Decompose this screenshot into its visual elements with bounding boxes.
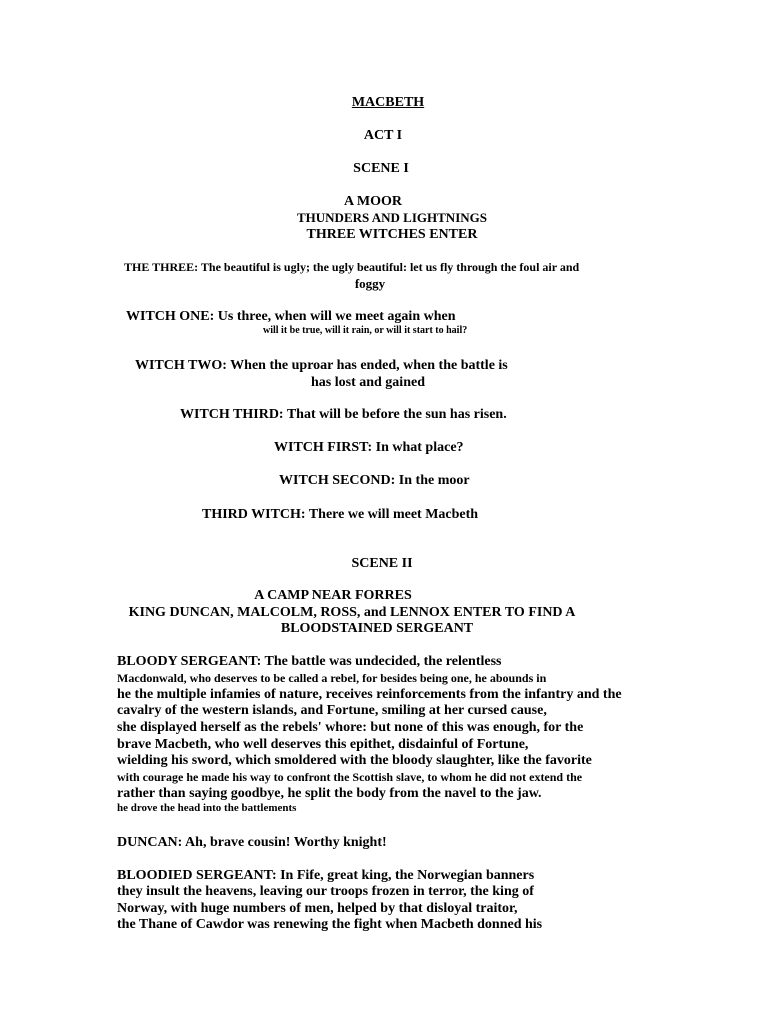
dialogue-line: wielding his sword, which smoldered with the bloody slaughter, like the favorite bbox=[117, 753, 592, 768]
dialogue-line: BLOODY SERGEANT: The battle was undecided, the relentless bbox=[117, 654, 502, 669]
dialogue-line: he drove the head into the battlements bbox=[117, 802, 297, 814]
dialogue-line: cavalry of the western islands, and Fortune, smiling at her cursed cause, bbox=[117, 703, 547, 718]
dialogue-line: she displayed herself as the rebels' whore: but none of this was enough, for the bbox=[117, 720, 584, 735]
dialogue-line: THE THREE: The beautiful is ugly; the ugly beautiful: let us fly through the foul air and bbox=[124, 260, 580, 274]
stage-direction: THUNDERS AND LIGHTNINGS bbox=[297, 210, 487, 225]
stage-direction: THREE WITCHES ENTER bbox=[306, 227, 478, 242]
dialogue-line: WITCH ONE: Us three, when will we meet again when bbox=[126, 309, 456, 324]
act-heading: ACT I bbox=[363, 128, 403, 143]
dialogue-line: they insult the heavens, leaving our troops frozen in terror, the king of bbox=[117, 884, 534, 899]
dialogue-line: WITCH TWO: When the uproar has ended, when the battle is bbox=[135, 358, 508, 373]
dialogue-line: WITCH FIRST: In what place? bbox=[274, 440, 464, 455]
scene-two-setting: A CAMP NEAR FORRES bbox=[254, 588, 412, 603]
stage-direction: BLOODSTAINED SERGEANT bbox=[280, 621, 474, 636]
dialogue-line: foggy bbox=[354, 276, 386, 291]
dialogue-line: has lost and gained bbox=[311, 375, 425, 390]
dialogue-line: rather than saying goodbye, he split the body from the navel to the jaw. bbox=[117, 786, 542, 801]
dialogue-line: Norway, with huge numbers of men, helped by that disloyal traitor, bbox=[117, 901, 518, 916]
dialogue-line: BLOODIED SERGEANT: In Fife, great king, the Norwegian banners bbox=[117, 868, 535, 883]
stage-direction: KING DUNCAN, MALCOLM, ROSS, and LENNOX ENTER TO FIND A bbox=[128, 605, 576, 620]
dialogue-line: DUNCAN: Ah, brave cousin! Worthy knight! bbox=[117, 835, 387, 850]
dialogue-line: WITCH THIRD: That will be before the sun has risen. bbox=[180, 407, 507, 422]
scene-two-heading: SCENE II bbox=[351, 556, 413, 571]
dialogue-line: THIRD WITCH: There we will meet Macbeth bbox=[202, 507, 479, 522]
dialogue-line: WITCH SECOND: In the moor bbox=[279, 473, 470, 488]
dialogue-line: he the multiple infamies of nature, receives reinforcements from the infantry and the bbox=[117, 687, 622, 702]
scene-one-setting: A MOOR bbox=[344, 194, 402, 209]
dialogue-line: will it be true, will it rain, or will it start to hail? bbox=[263, 325, 468, 336]
scene-one-heading: SCENE I bbox=[353, 161, 409, 176]
dialogue-line: the Thane of Cawdor was renewing the fight when Macbeth donned his bbox=[117, 917, 543, 932]
dialogue-line: brave Macbeth, who well deserves this epithet, disdainful of Fortune, bbox=[117, 737, 529, 752]
play-title: MACBETH bbox=[351, 95, 425, 110]
dialogue-line: with courage he made his way to confront the Scottish slave, to whom he did not extend the bbox=[117, 770, 583, 784]
dialogue-line: Macdonwald, who deserves to be called a rebel, for besides being one, he abounds in bbox=[117, 671, 547, 685]
